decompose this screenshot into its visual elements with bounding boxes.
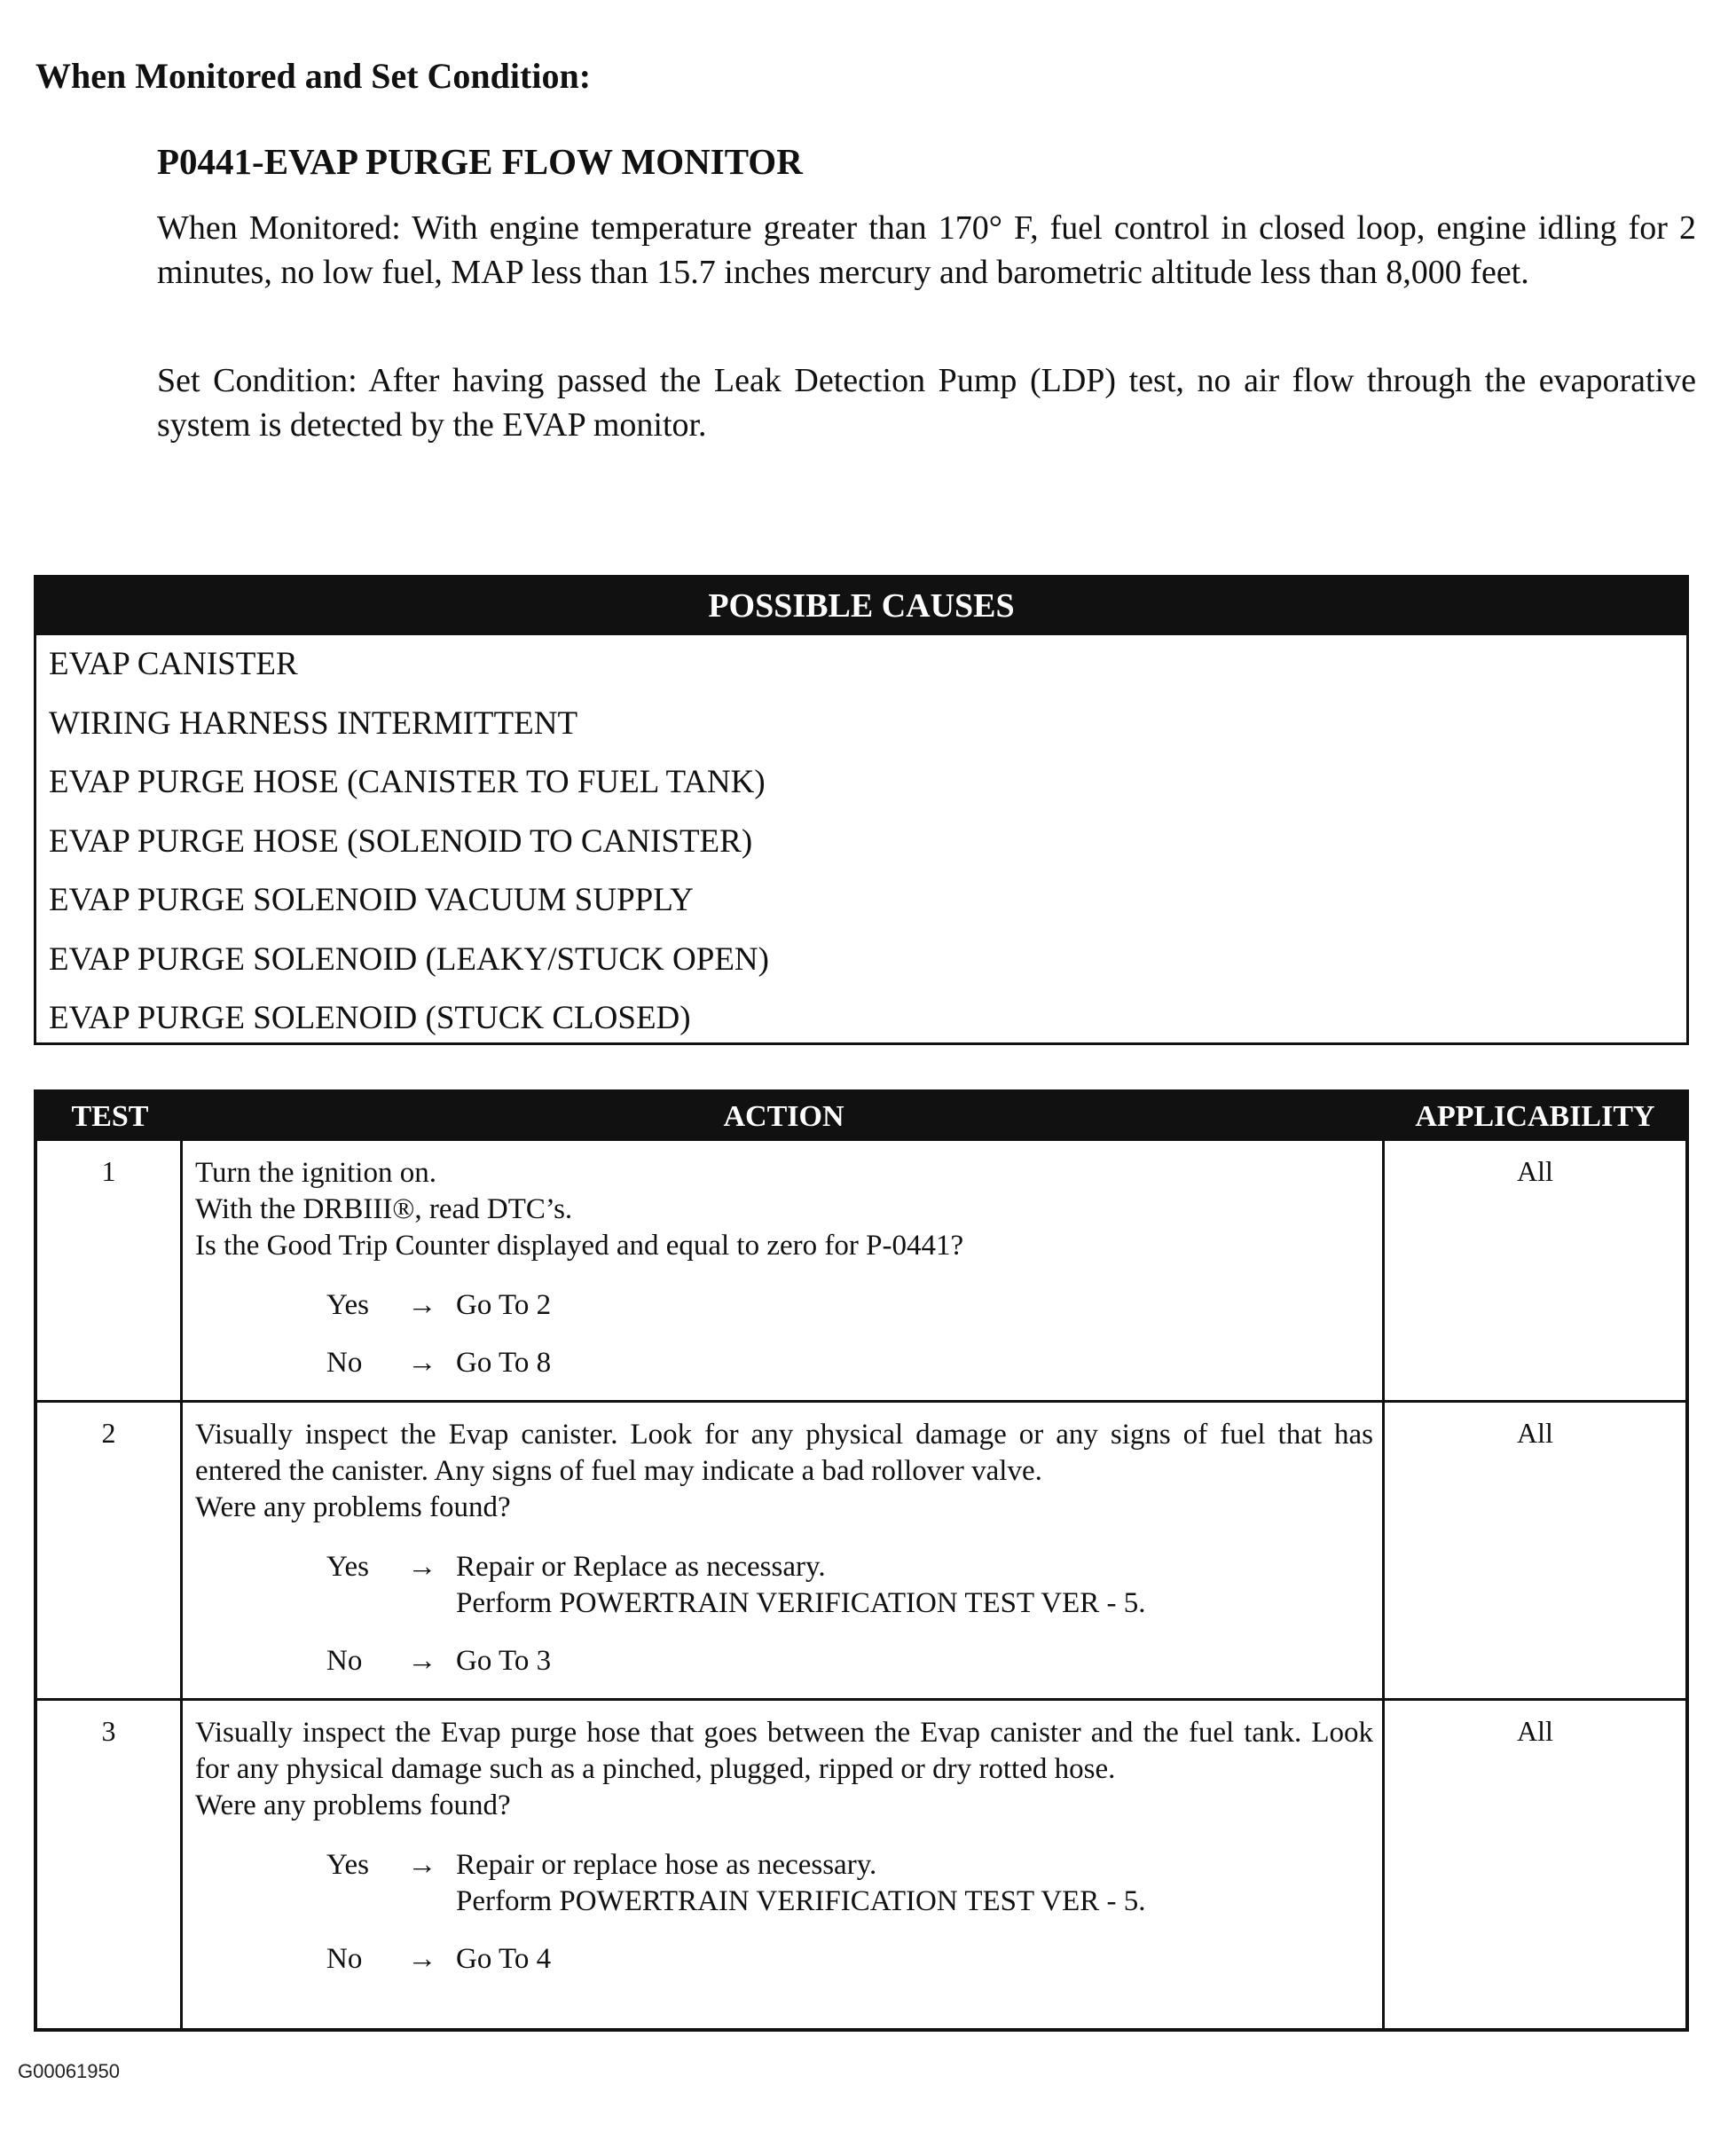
no-answer [326, 1941, 1373, 1978]
table-row [37, 1400, 1685, 1698]
yes-result-line: Perform POWERTRAIN VERIFICATION TEST VER - 5. [456, 1587, 1146, 1619]
yes-result [456, 1549, 1145, 1622]
cause-item: EVAP PURGE SOLENOID (LEAKY/STUCK OPEN) [49, 940, 769, 978]
possible-causes-header: POSSIBLE CAUSES [36, 578, 1686, 635]
no-result: Go To 8 [456, 1347, 552, 1379]
no-result: Go To 3 [456, 1645, 552, 1677]
no-answer [326, 1643, 1373, 1679]
cause-item: EVAP PURGE HOSE (CANISTER TO FUEL TANK) [49, 764, 766, 800]
table-row [37, 1698, 1685, 2030]
cause-item: EVAP CANISTER [49, 646, 298, 682]
action-line: With the DRBIII®, read DTC’s. [195, 1193, 573, 1225]
yes-answer [326, 1549, 1373, 1622]
yes-label: Yes [326, 1551, 370, 1583]
applicability-cell: All [1517, 1715, 1553, 1747]
cause-item: EVAP PURGE HOSE (SOLENOID TO CANISTER) [49, 822, 753, 860]
header-test: TEST [71, 1100, 149, 1133]
header-applicability: APPLICABILITY [1415, 1100, 1655, 1133]
possible-causes-box [34, 575, 1689, 1045]
applicability-cell: All [1517, 1417, 1553, 1449]
applicability-cell: All [1517, 1155, 1553, 1187]
yes-result-line: Perform POWERTRAIN VERIFICATION TEST VER - 5. [456, 1885, 1146, 1917]
yes-result-line: Repair or Replace as necessary. [456, 1551, 826, 1583]
dtc-title: P0441-EVAP PURGE FLOW MONITOR [157, 141, 803, 182]
yes-answer [326, 1847, 1373, 1920]
yes-label: Yes [326, 1289, 370, 1321]
action-question: Were any problems found? [195, 1491, 511, 1523]
yes-result-line: Repair or replace hose as necessary. [456, 1849, 877, 1881]
arrow-icon: → [407, 1943, 437, 1975]
test-number: 2 [37, 1403, 183, 1698]
no-label: No [326, 1645, 363, 1677]
action-cell [183, 1403, 1385, 1698]
action-text: Visually inspect the Evap purge hose that goes between the Evap canister and the fuel tank. Look for any physical damage such as a pinched, plugged, ripped or dry rotted hose. [195, 1717, 1373, 1785]
action-text: Visually inspect the Evap canister. Look for any physical damage or any signs of fuel that has entered the canister. Any signs of fuel may indicate a bad rollover valve. [195, 1419, 1373, 1487]
cause-item: WIRING HARNESS INTERMITTENT [49, 704, 578, 742]
test-number: 1 [37, 1141, 183, 1400]
test-number: 3 [37, 1701, 183, 2030]
table-row [37, 1141, 1685, 1400]
action-line: Is the Good Trip Counter displayed and equal to zero for P-0441? [195, 1230, 964, 1262]
cause-item: EVAP PURGE SOLENOID VACUUM SUPPLY [49, 882, 694, 918]
test-table [34, 1089, 1689, 2032]
action-question: Were any problems found? [195, 1789, 511, 1821]
cause-item: EVAP PURGE SOLENOID (STUCK CLOSED) [49, 1000, 691, 1036]
arrow-icon: → [407, 1645, 437, 1677]
table-header-row [37, 1093, 1685, 1141]
figure-code: G00061950 [18, 2060, 120, 2082]
yes-label: Yes [326, 1849, 370, 1881]
yes-answer [326, 1287, 1373, 1324]
no-result: Go To 4 [456, 1943, 552, 1975]
when-monitored-text: When Monitored: With engine temperature greater than 170° F, fuel control in closed loop, engine idling for 2 minutes, no low fuel, MAP less than 15.7 inches mercury and barometric altitude less than 8,000 feet. [157, 209, 1696, 291]
action-cell [183, 1701, 1385, 2030]
action-cell [183, 1141, 1385, 1400]
no-label: No [326, 1347, 363, 1379]
set-condition-text: Set Condition: After having passed the Leak Detection Pump (LDP) test, no air flow through the evaporative system is detected by the EVAP monitor. [157, 362, 1696, 444]
no-answer [326, 1345, 1373, 1381]
yes-result [456, 1847, 1145, 1920]
arrow-icon: → [407, 1551, 437, 1583]
header-action: ACTION [723, 1100, 844, 1133]
arrow-icon: → [407, 1289, 437, 1321]
yes-result: Go To 2 [456, 1289, 552, 1321]
arrow-icon: → [407, 1347, 437, 1379]
arrow-icon: → [407, 1849, 437, 1881]
section-heading: When Monitored and Set Condition: [35, 56, 592, 96]
action-line: Turn the ignition on. [195, 1157, 436, 1189]
no-label: No [326, 1943, 363, 1975]
